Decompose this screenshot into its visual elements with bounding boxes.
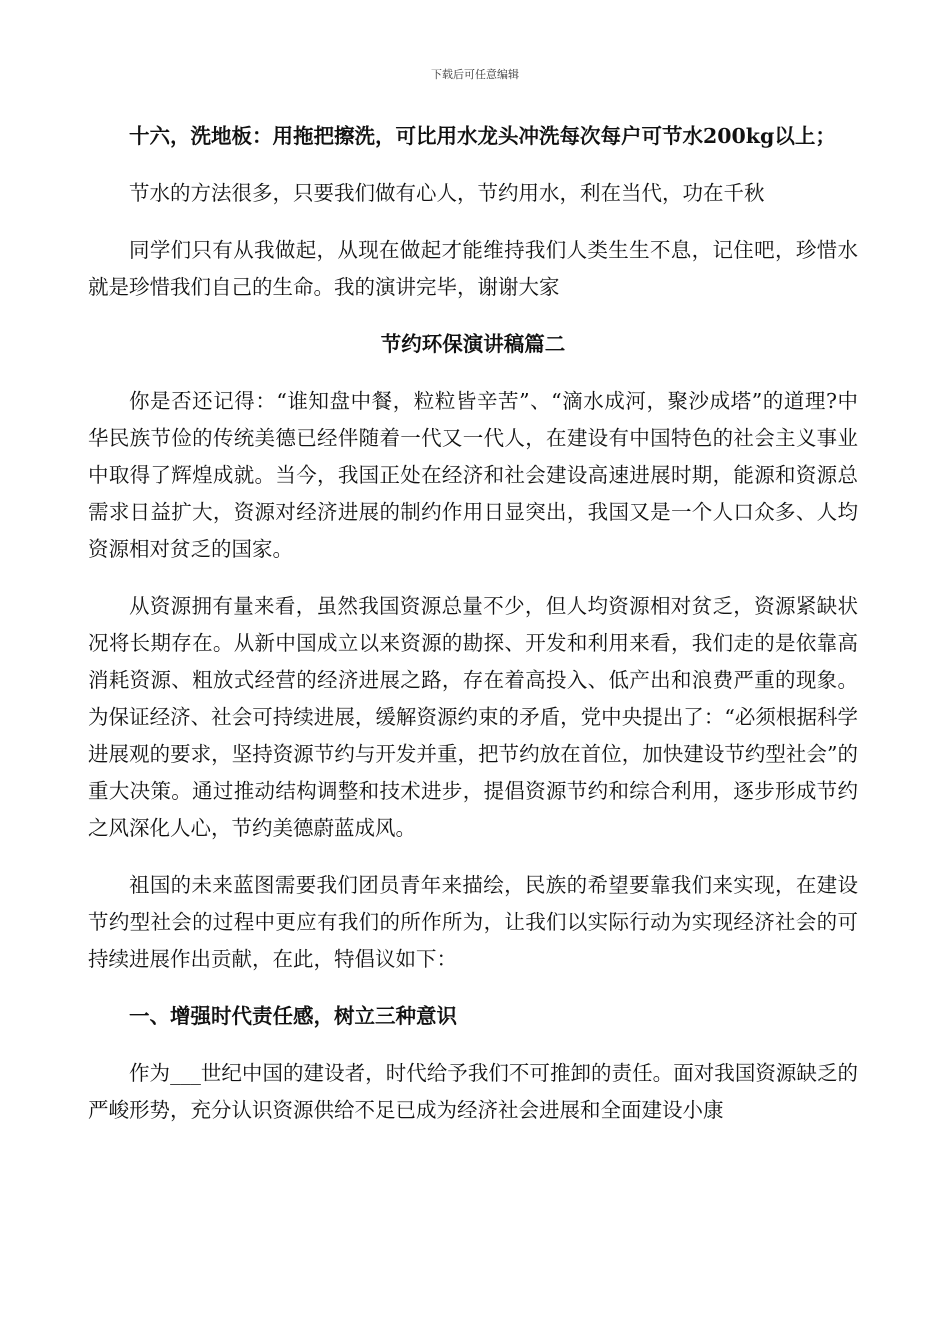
document-body [88, 118, 858, 1149]
subsection-heading: 一、增强时代责任感，树立三种意识 [129, 1004, 457, 1028]
paragraph-proposal: 祖国的未来蓝图需要我们团员青年来描绘，民族的希望要靠我们来实现，在建设节约型社会的过程中更应有我们的所作所为，让我们以实际行动为实现经济社会的可持续进展作出贡献，在此，特倡议如下： [88, 873, 858, 971]
page-header: 下载后可任意编辑 [431, 68, 519, 81]
paragraph-resources: 从资源拥有量来看，虽然我国资源总量不少，但人均资源相对贫乏，资源紧缺状况将长期存在。从新中国成立以来资源的勘探、开发和利用来看，我们走的是依靠高消耗资源、粗放式经营的经济进展之路，存在着高投入、低产出和浪费严重的现象。为保证经济、社会可持续进展，缓解资源约束的矛盾，党中央提出了：“必须根据科学进展观的要求，坚持资源节约与开发并重，把节约放在首位，加快建设节约型社会”的重大决策。通过推动结构调整和技术进步，提倡资源节约和综合利用，逐步形成节约之风深化人心，节约美德蔚蓝成风。 [88, 594, 858, 840]
paragraph-intro: 你是否还记得：“谁知盘中餐，粒粒皆辛苦”、“滴水成河，聚沙成塔”的道理?中华民族节俭的传统美德已经伴随着一代又一代人，在建设有中国特色的社会主义事业中取得了辉煌成就。当今，我国正处在经济和社会建设高速进展时期，能源和资源总需求日益扩大，资源对经济进展的制约作用日显突出，我国又是一个人口众多、人均资源相对贫乏的国家。 [88, 389, 858, 561]
paragraph-closing: 同学们只有从我做起，从现在做起才能维持我们人类生生不息，记住吧，珍惜水就是珍惜我们自己的生命。我的演讲完毕，谢谢大家 [88, 238, 858, 299]
paragraph-water-saving: 节水的方法很多，只要我们做有心人，节约用水，利在当代，功在千秋 [129, 181, 765, 205]
paragraph-responsibility: 作为___世纪中国的建设者，时代给予我们不可推卸的责任。面对我国资源缺乏的严峻形势，充分认识资源供给不足已成为经济社会进展和全面建设小康 [88, 1061, 858, 1122]
section-title: 节约环保演讲稿篇二 [380, 332, 566, 356]
paragraph-item-16: 十六，洗地板：用拖把擦洗，可比用水龙头冲洗每次每户可节水200kg以上； [129, 124, 836, 148]
